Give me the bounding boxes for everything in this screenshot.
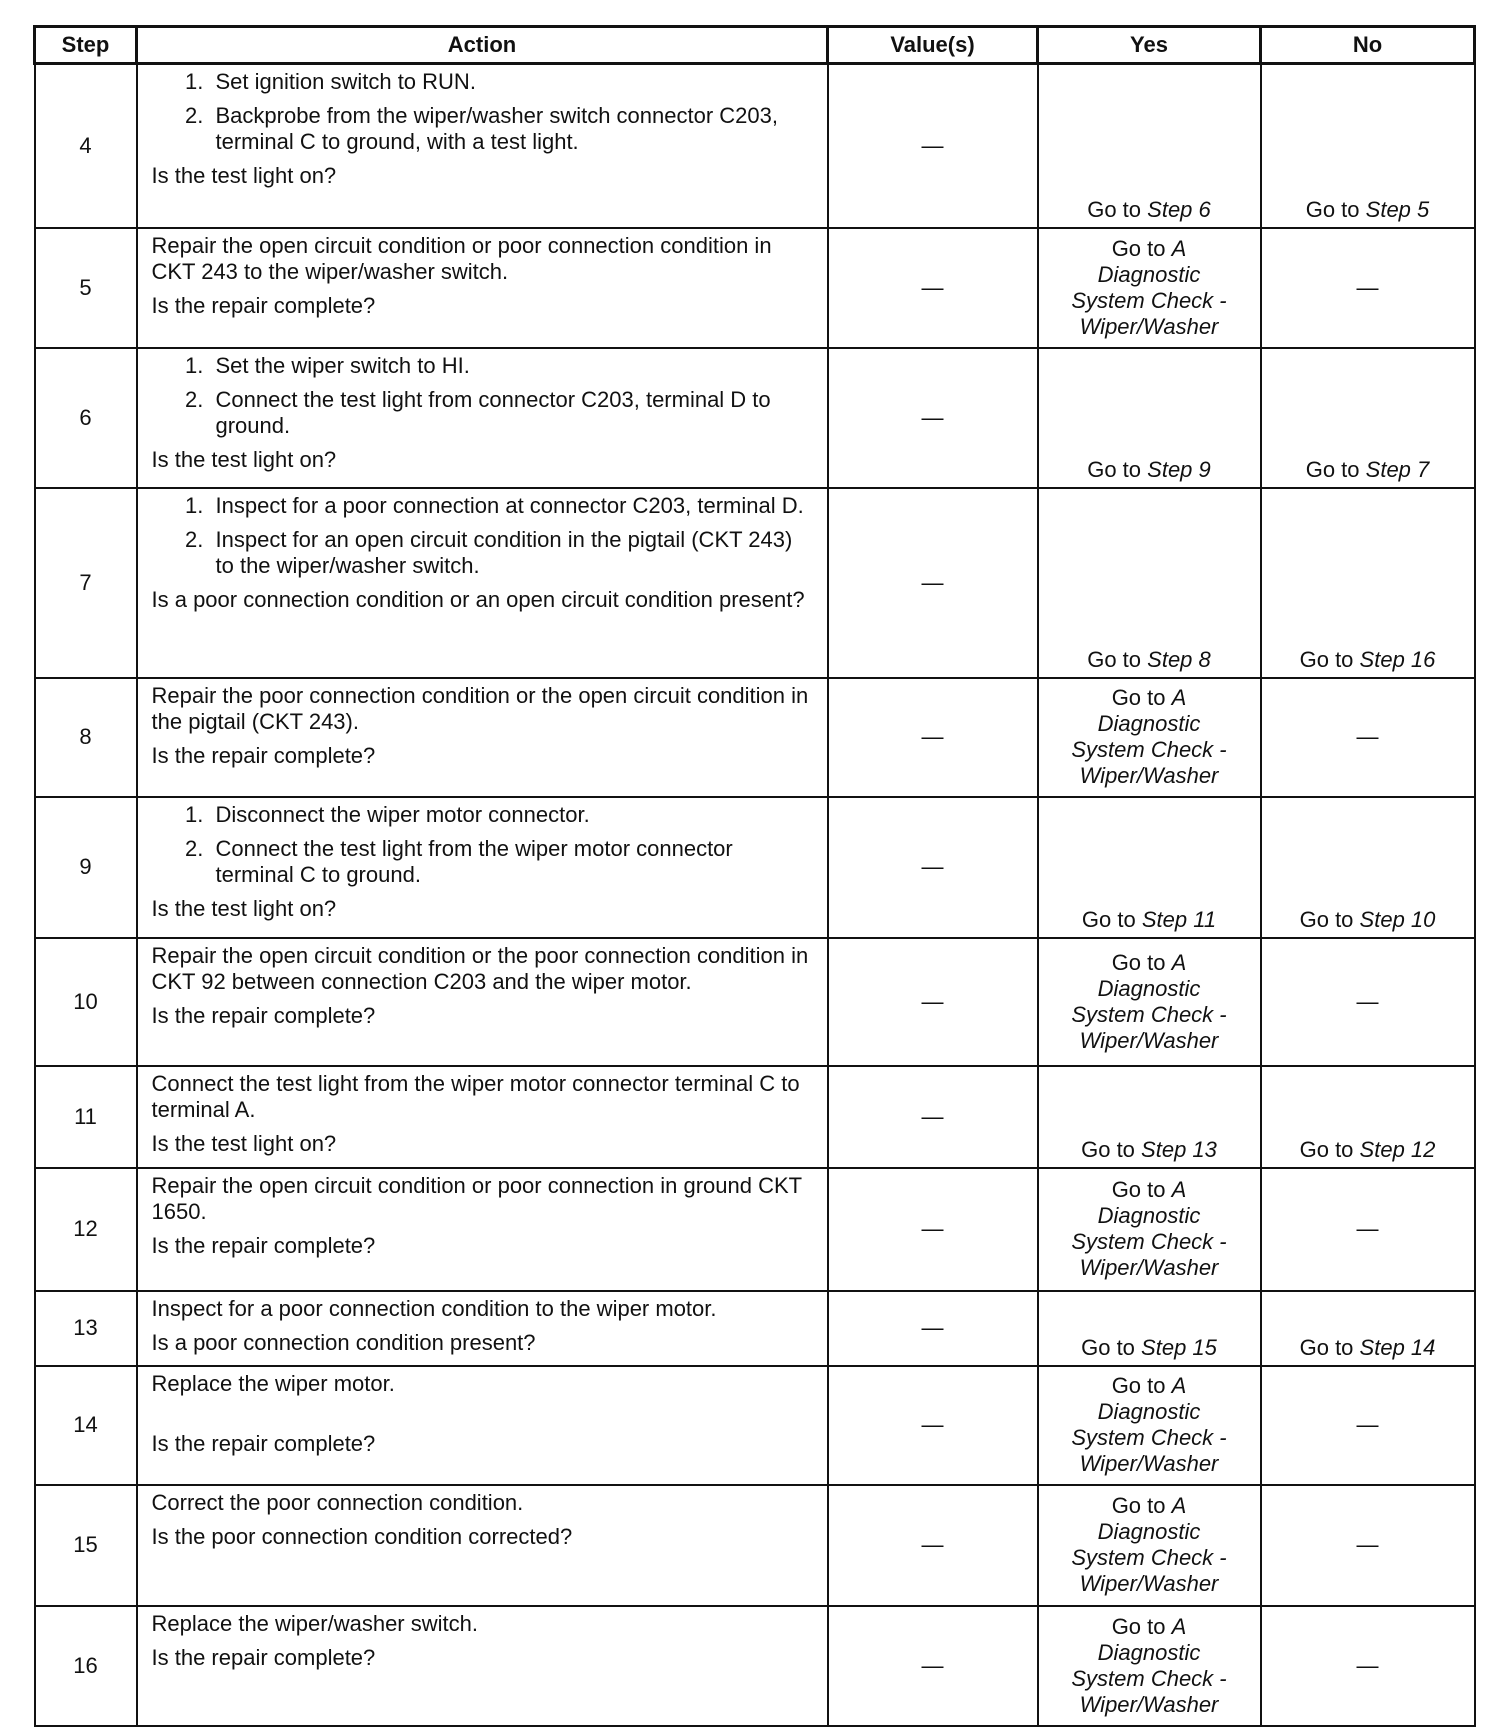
yes-result: [1038, 1606, 1261, 1726]
table-row: [35, 1168, 1475, 1291]
yes-prefix: Go to: [1087, 196, 1142, 222]
yes-reference[interactable]: Step 9: [1147, 456, 1211, 482]
yes-prefix: Go to: [1111, 949, 1166, 975]
yes-result: [1038, 1168, 1261, 1291]
diagnostic-table: [33, 25, 1476, 1727]
header-values: Value(s): [828, 27, 1038, 64]
no-result: [1261, 797, 1475, 938]
action-text: Replace the wiper motor.: [151, 1370, 395, 1396]
yes-reference[interactable]: A Diagnostic System Check - Wiper/Washer: [1071, 1613, 1227, 1717]
action-text: Connect the test light from the wiper motor connector terminal C to terminal A.: [151, 1070, 800, 1122]
action-question: Is the test light on?: [151, 163, 337, 188]
action-cell: [137, 1066, 828, 1168]
yes-prefix: Go to: [1081, 906, 1136, 932]
yes-reference[interactable]: A Diagnostic System Check - Wiper/Washer: [1071, 1373, 1227, 1476]
value-cell: —: [828, 797, 1038, 938]
yes-result: [1038, 488, 1261, 678]
action-cell: [137, 1606, 828, 1726]
action-text: Repair the open circuit condition or the poor connection condition in CKT 92 between connection C203 and the wiper motor.: [151, 942, 809, 994]
table-row: [35, 938, 1475, 1066]
value-cell: —: [828, 1606, 1038, 1726]
action-question: Is the repair complete?: [151, 1430, 376, 1456]
no-result: —: [1261, 1606, 1475, 1726]
action-step: 1. Inspect for a poor connection at connector C203, terminal D.: [210, 493, 817, 519]
action-step: 2. Connect the test light from the wiper motor connector terminal C to ground.: [210, 836, 817, 888]
yes-reference[interactable]: Step 13: [1141, 1136, 1217, 1162]
step-number: 14: [35, 1366, 137, 1485]
value-cell: —: [828, 1291, 1038, 1366]
yes-prefix: Go to: [1081, 1136, 1135, 1162]
action-step: 2. Inspect for an open circuit condition in the pigtail (CKT 243) to the wiper/washer switch.: [210, 527, 817, 579]
action-question: Is the poor connection condition corrected?: [151, 1523, 573, 1549]
action-question: Is the repair complete?: [151, 292, 376, 318]
header-no: No: [1261, 27, 1475, 64]
value-cell: —: [828, 488, 1038, 678]
table-row: [35, 1366, 1475, 1485]
yes-reference[interactable]: A Diagnostic System Check - Wiper/Washer: [1071, 685, 1227, 788]
yes-prefix: Go to: [1111, 1613, 1166, 1639]
action-text: Correct the poor connection condition.: [151, 1489, 524, 1515]
no-result: [1261, 348, 1475, 488]
yes-reference[interactable]: A Diagnostic System Check - Wiper/Washer: [1071, 235, 1227, 339]
action-steps: [152, 353, 817, 439]
step-number: 16: [35, 1606, 137, 1726]
action-question: Is a poor connection condition or an open circuit condition present?: [151, 586, 805, 612]
no-result: [1261, 64, 1475, 228]
table-row: [35, 348, 1475, 488]
action-cell: [137, 228, 828, 348]
yes-prefix: Go to: [1111, 1493, 1166, 1518]
yes-reference[interactable]: Step 6: [1147, 196, 1211, 222]
no-result: [1261, 488, 1475, 678]
table-row: [35, 1485, 1475, 1606]
value-cell: —: [828, 1168, 1038, 1291]
no-prefix: Go to: [1299, 646, 1354, 672]
no-result: —: [1261, 678, 1475, 797]
value-cell: —: [828, 348, 1038, 488]
yes-result: [1038, 64, 1261, 228]
yes-result: [1038, 1366, 1261, 1485]
yes-prefix: Go to: [1087, 646, 1142, 672]
yes-reference[interactable]: Step 11: [1141, 906, 1217, 932]
action-step: 2. Connect the test light from connector C203, terminal D to ground.: [210, 387, 817, 439]
step-number: 15: [35, 1485, 137, 1606]
step-number: 12: [35, 1168, 137, 1291]
step-number: 10: [35, 938, 137, 1066]
yes-result: [1038, 1066, 1261, 1168]
no-prefix: Go to: [1299, 906, 1354, 932]
yes-result: [1038, 797, 1261, 938]
no-prefix: Go to: [1299, 1136, 1354, 1162]
no-reference[interactable]: Step 16: [1359, 646, 1436, 672]
yes-reference[interactable]: Step 8: [1147, 646, 1211, 672]
no-prefix: Go to: [1305, 196, 1360, 222]
action-step: 1. Set ignition switch to RUN.: [210, 69, 817, 95]
step-number: 4: [35, 64, 137, 228]
action-question: Is the test light on?: [151, 1130, 337, 1156]
action-question: Is a poor connection condition present?: [151, 1329, 536, 1355]
step-number: 7: [35, 488, 137, 678]
yes-result: [1038, 1291, 1261, 1366]
no-result: —: [1261, 1168, 1475, 1291]
no-prefix: Go to: [1299, 1334, 1354, 1360]
action-steps: [152, 69, 817, 155]
table-row: [35, 1606, 1475, 1726]
action-cell: [137, 348, 828, 488]
yes-result: [1038, 348, 1261, 488]
action-question: Is the repair complete?: [151, 1232, 376, 1258]
no-result: —: [1261, 1366, 1475, 1485]
no-result: —: [1261, 1485, 1475, 1606]
table-row: [35, 64, 1475, 228]
table-row: [35, 1066, 1475, 1168]
action-question: Is the repair complete?: [151, 1002, 376, 1028]
yes-prefix: Go to: [1111, 235, 1166, 261]
no-reference[interactable]: Step 10: [1359, 906, 1436, 932]
no-reference[interactable]: Step 14: [1359, 1334, 1436, 1360]
header-action: Action: [137, 27, 828, 64]
action-question: Is the test light on?: [151, 446, 337, 472]
action-text: Repair the poor connection condition or the open circuit condition in the pigtail (CKT 243).: [151, 682, 809, 734]
action-question: Is the repair complete?: [151, 742, 376, 768]
action-steps: [152, 802, 817, 888]
no-reference[interactable]: Step 5: [1365, 196, 1430, 222]
action-cell: [137, 488, 828, 678]
no-prefix: Go to: [1305, 456, 1360, 482]
header-step: Step: [35, 27, 137, 64]
no-result: [1261, 1291, 1475, 1366]
action-cell: [137, 678, 828, 797]
step-number: 6: [35, 348, 137, 488]
value-cell: —: [828, 228, 1038, 348]
table-row: [35, 1291, 1475, 1366]
action-cell: [137, 1485, 828, 1606]
step-number: 11: [35, 1066, 137, 1168]
no-result: —: [1261, 228, 1475, 348]
step-number: 8: [35, 678, 137, 797]
action-text: Replace the wiper/washer switch.: [151, 1610, 478, 1636]
no-result: —: [1261, 938, 1475, 1066]
yes-prefix: Go to: [1111, 685, 1166, 710]
no-reference[interactable]: Step 7: [1365, 456, 1430, 482]
value-cell: —: [828, 1066, 1038, 1168]
action-cell: [137, 938, 828, 1066]
action-cell: [137, 1291, 828, 1366]
step-number: 5: [35, 228, 137, 348]
action-text: Repair the open circuit condition or poor connection in ground CKT 1650.: [151, 1172, 802, 1224]
action-question: Is the test light on?: [151, 895, 337, 921]
table-row: [35, 678, 1475, 797]
table-row: [35, 228, 1475, 348]
yes-result: [1038, 678, 1261, 797]
yes-prefix: Go to: [1081, 1334, 1135, 1360]
value-cell: —: [828, 938, 1038, 1066]
value-cell: —: [828, 1366, 1038, 1485]
header-row: [35, 27, 1475, 64]
action-step: 1. Disconnect the wiper motor connector.: [210, 802, 817, 828]
value-cell: —: [828, 1485, 1038, 1606]
action-cell: [137, 64, 828, 228]
yes-reference[interactable]: A Diagnostic System Check - Wiper/Washer: [1071, 1493, 1227, 1596]
table-row: [35, 488, 1475, 678]
header-yes: Yes: [1038, 27, 1261, 64]
step-number: 9: [35, 797, 137, 938]
yes-reference[interactable]: A Diagnostic System Check - Wiper/Washer: [1071, 1177, 1227, 1280]
action-cell: [137, 1366, 828, 1485]
no-reference[interactable]: Step 12: [1359, 1136, 1436, 1162]
no-result: [1261, 1066, 1475, 1168]
action-text: Inspect for a poor connection condition to the wiper motor.: [151, 1295, 717, 1321]
action-steps: [152, 493, 817, 579]
yes-reference[interactable]: Step 15: [1141, 1334, 1217, 1360]
value-cell: —: [828, 64, 1038, 228]
action-question: Is the repair complete?: [151, 1644, 376, 1670]
action-step: 1. Set the wiper switch to HI.: [210, 353, 817, 379]
yes-prefix: Go to: [1111, 1373, 1166, 1398]
value-cell: —: [828, 678, 1038, 797]
step-number: 13: [35, 1291, 137, 1366]
action-step: 2. Backprobe from the wiper/washer switch connector C203, terminal C to ground, with a test light.: [210, 103, 817, 155]
yes-reference[interactable]: A Diagnostic System Check - Wiper/Washer: [1071, 949, 1227, 1053]
yes-prefix: Go to: [1087, 456, 1142, 482]
action-cell: [137, 797, 828, 938]
yes-result: [1038, 1485, 1261, 1606]
table-row: [35, 797, 1475, 938]
action-cell: [137, 1168, 828, 1291]
yes-result: [1038, 228, 1261, 348]
action-text: Repair the open circuit condition or poor connection condition in CKT 243 to the wiper/washer switch.: [151, 232, 772, 284]
yes-prefix: Go to: [1111, 1177, 1166, 1202]
yes-result: [1038, 938, 1261, 1066]
